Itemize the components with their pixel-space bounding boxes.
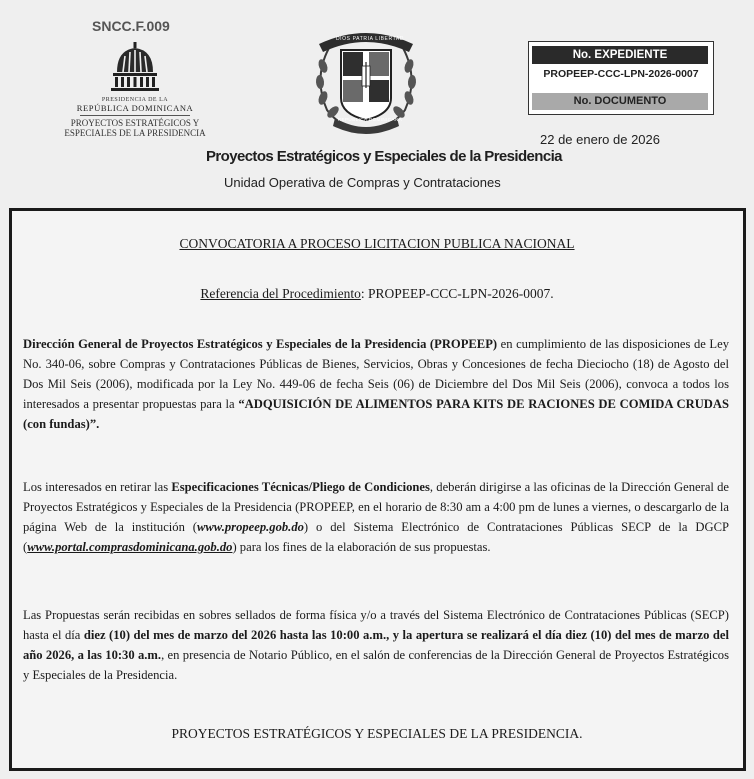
p3-dates: diez (10) del mes de marzo del 2026 hasta las 10:00 a.m., y la apertura se realizará el día diez (10) del mes de marzo del año 2026, a las 10:30 a.m. <box>23 628 729 662</box>
entity-name: Proyectos Estratégicos y Especiales de la Presidencia <box>206 148 562 165</box>
p1-entity: Dirección General de Proyectos Estratégicos y Especiales de la Presidencia (PROPEEP) <box>23 337 498 351</box>
expediente-number: PROPEEP-CCC-LPN-2026-0007 <box>543 68 699 80</box>
p2-text1: Los interesados en retirar las <box>23 480 172 494</box>
presidency-logo <box>60 42 210 138</box>
paragraph-deadlines <box>23 605 729 685</box>
form-code: SNCC.F.009 <box>92 18 170 34</box>
procedure-reference <box>0 286 754 302</box>
secp-portal-link[interactable]: www.portal.comprasdominicana.gob.do <box>27 540 233 554</box>
expediente-label: No. EXPEDIENTE <box>532 46 708 64</box>
logo-entity-line1: PROYECTOS ESTRATÉGICOS Y <box>70 118 200 128</box>
presidencia-caption: PRESIDENCIA DE LA <box>101 97 169 103</box>
reference-value: : PROPEEP-CCC-LPN-2026-0007. <box>360 286 554 301</box>
p3-text1: Las Propuestas serán recibidas en sobres sellados de forma física y/o a través del Sistema Electrónico de Contrataciones Públicas (SECP) hasta el día <box>23 608 729 642</box>
republica-caption: REPÚBLICA DOMINICANA <box>76 103 194 113</box>
shield-ribbon-top: DIOS PATRIA LIBERTAD <box>335 36 405 42</box>
reference-label: Referencia del Procedimiento <box>200 286 361 301</box>
p2-text3: ) o del Sistema Electrónico de Contrataciones Públicas SECP de la DGCP ( <box>23 520 729 554</box>
documento-label: No. DOCUMENTO <box>532 93 708 110</box>
shield-ribbon-bottom: REPÚBLICA DOMINICANA <box>337 117 403 122</box>
paragraph-convocatoria <box>23 334 729 434</box>
notice-title: CONVOCATORIA A PROCESO LICITACION PUBLICA NACIONAL <box>179 236 575 251</box>
expediente-box <box>528 41 714 115</box>
p3-text2: , en presencia de Notario Público, en el salón de conferencias de la Dirección General de Proyectos Estratégicos y Especiales de la Presidencia. <box>23 648 729 682</box>
paragraph-specifications <box>23 477 729 557</box>
p1-text: en cumplimiento de las disposiciones de Ley No. 340-06, sobre Compras y Contrataciones Públicas de Bienes, Servicios, Obras y Concesiones de fecha Dieciocho (18) de Agosto del Dos Mil Seis (2006), modificada por la Ley No. 449-06 de fecha Seis (06) de Diciembre del Dos Mil Seis (2006), convoca a todos los interesados a presentar propuestas para la <box>23 337 729 411</box>
notice-date: 22 de enero de 2026 <box>540 132 660 147</box>
notice-footer: PROYECTOS ESTRATÉGICOS Y ESPECIALES DE LA PRESIDENCIA. <box>171 726 583 741</box>
logo-entity-line2: ESPECIALES DE LA PRESIDENCIA <box>64 128 206 138</box>
p1-object: “ADQUISICIÓN DE ALIMENTOS PARA KITS DE RACIONES DE COMIDA CRUDAS (con fundas)”. <box>23 397 730 431</box>
dome-icon <box>107 42 163 92</box>
website-link[interactable]: www.propeep.gob.do <box>196 520 304 534</box>
logo-divider <box>80 115 190 116</box>
unit-name: Unidad Operativa de Compras y Contrataciones <box>224 175 501 190</box>
p2-specs: Especificaciones Técnicas/Pliego de Condiciones <box>171 480 430 494</box>
p2-text4: ) para los fines de la elaboración de sus propuestas. <box>232 540 491 554</box>
p2-text2: , deberán dirigirse a las oficinas de la Dirección General de Proyectos Estratégicos y Especiales de la Presidencia (PROPEEP, en el horario de 8:30 am a 4:00 pm de lunes a viernes, o descargarlo de la página Web de la institución ( <box>23 480 730 534</box>
